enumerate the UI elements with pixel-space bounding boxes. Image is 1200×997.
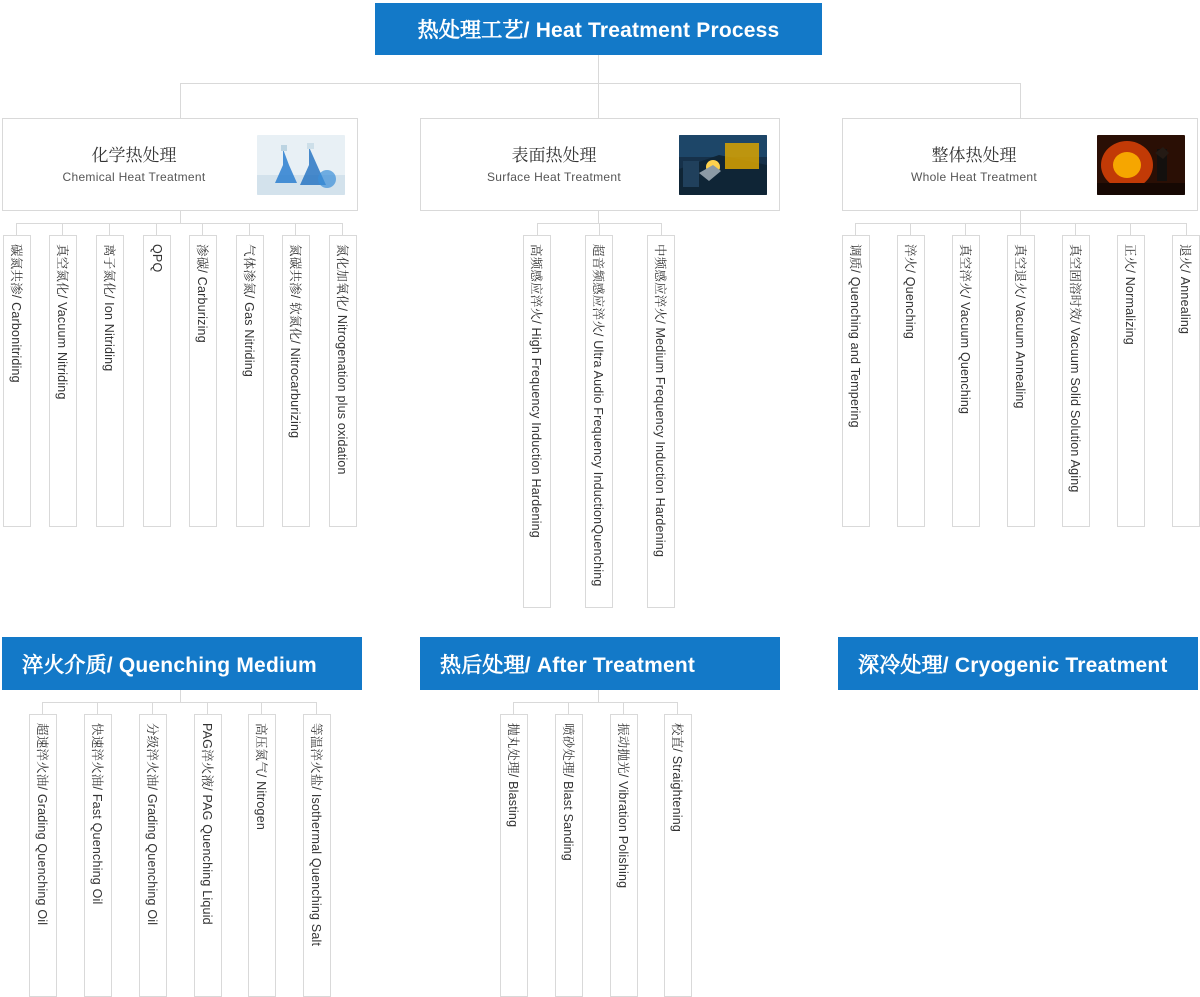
leaf-blasting[interactable] — [500, 714, 528, 997]
connector-line — [202, 223, 203, 235]
leaf-quenching-and-tempering[interactable] — [842, 235, 870, 527]
leaf-label: 碳氮共渗/ Carbonitriding — [9, 244, 23, 383]
leaf-grading-quenching-oil-super[interactable] — [29, 714, 57, 997]
chemistry-glassware-photo — [257, 135, 345, 195]
category-label-surface — [421, 144, 679, 186]
connector-line — [97, 702, 98, 714]
connector-line — [1020, 223, 1021, 235]
leaf-label: 淬火/ Quenching — [903, 244, 917, 340]
leaf-label: 振动抛光/ Vibration Polishing — [616, 723, 630, 889]
leaf-label: 氮碳共渗/ 软氮化/ Nitrocarburizing — [288, 244, 302, 439]
molten-metal-furnace-photo — [1097, 135, 1185, 195]
leaf-vacuum-annealing[interactable] — [1007, 235, 1035, 527]
connector-line — [207, 702, 208, 714]
connector-line — [598, 55, 599, 83]
leaf-gas-nitriding[interactable] — [236, 235, 264, 527]
leaf-vacuum-quenching[interactable] — [952, 235, 980, 527]
category-label-chemical — [3, 144, 257, 186]
category-box-chemical[interactable] — [2, 118, 358, 211]
leaf-label: 分级淬火油/ Grading Quenching Oil — [145, 723, 159, 926]
leaf-annealing[interactable] — [1172, 235, 1200, 527]
leaf-vacuum-solid-solution-aging[interactable] — [1062, 235, 1090, 527]
after-treatment-banner: 热后处理/ After Treatment — [420, 637, 780, 690]
title-banner: 热处理工艺/ Heat Treatment Process — [375, 3, 822, 55]
connector-line — [855, 223, 856, 235]
leaf-label: QPQ — [150, 244, 164, 273]
connector-line — [1186, 223, 1187, 235]
connector-line — [180, 211, 181, 223]
category-cn-whole: 整体热处理 — [931, 145, 1017, 165]
leaf-label: 退火/ Annealing — [1178, 244, 1192, 335]
leaf-label: 校直/ Straightening — [670, 723, 684, 833]
leaf-label: 氮化加氧化/ Nitrogenation plus oxidation — [335, 244, 349, 475]
category-en-whole: Whole Heat Treatment — [910, 169, 1038, 184]
leaf-label: 真空氮化/ Vacuum Nitriding — [55, 244, 69, 400]
category-cn-chemical: 化学热处理 — [91, 145, 177, 165]
leaf-nitrogenation-plus-oxidation[interactable] — [329, 235, 357, 527]
leaf-label: 真空固溶时效/ Vacuum Solid Solution Aging — [1068, 244, 1082, 493]
leaf-label: 快速淬火油/ Fast Quenching Oil — [90, 723, 104, 905]
leaf-quenching[interactable] — [897, 235, 925, 527]
connector-line — [910, 223, 911, 235]
connector-line — [568, 702, 569, 714]
quenching-medium-banner: 淬火介质/ Quenching Medium — [2, 637, 362, 690]
connector-line — [1075, 223, 1076, 235]
connector-line — [598, 211, 599, 223]
leaf-grading-quenching-oil[interactable] — [139, 714, 167, 997]
connector-line — [42, 702, 316, 703]
leaf-nitrocarburizing[interactable] — [282, 235, 310, 527]
connector-line — [537, 223, 538, 235]
connector-line — [661, 223, 662, 235]
leaf-ultra-audio-frequency-induction-quenching[interactable] — [585, 235, 613, 608]
connector-line — [598, 690, 599, 702]
connector-line — [152, 702, 153, 714]
connector-line — [261, 702, 262, 714]
leaf-label: 喷砂处理/ Blast Sanding — [561, 723, 575, 861]
connector-line — [180, 83, 1020, 84]
leaf-label: 调质/ Quenching and Tempering — [848, 244, 862, 428]
connector-line — [677, 702, 678, 714]
leaf-label: 超速淬火油/ Grading Quenching Oil — [35, 723, 49, 926]
leaf-label: 超音频感应淬火/ Ultra Audio Frequency InductionQuenching — [591, 244, 605, 587]
leaf-vibration-polishing[interactable] — [610, 714, 638, 997]
leaf-blast-sanding[interactable] — [555, 714, 583, 997]
connector-line — [16, 223, 17, 235]
connector-line — [1020, 211, 1021, 223]
leaf-vacuum-nitriding[interactable] — [49, 235, 77, 527]
induction-welding-photo — [679, 135, 767, 195]
leaf-pag-quenching-liquid[interactable] — [194, 714, 222, 997]
connector-line — [623, 702, 624, 714]
connector-line — [249, 223, 250, 235]
leaf-label: 离子氮化/ Ion Nitriding — [102, 244, 116, 372]
leaf-carbonitriding[interactable] — [3, 235, 31, 527]
leaf-label: 等温淬火盐/ Isothermal Quenching Salt — [309, 723, 323, 947]
category-en-chemical: Chemical Heat Treatment — [62, 169, 206, 184]
leaf-label: 抛丸处理/ Blasting — [506, 723, 520, 828]
leaf-qpq[interactable] — [143, 235, 171, 527]
leaf-straightening[interactable] — [664, 714, 692, 997]
leaf-high-frequency-induction-hardening[interactable] — [523, 235, 551, 608]
leaf-label: 高频感应淬火/ High Frequency Induction Hardening — [529, 244, 543, 538]
connector-line — [295, 223, 296, 235]
connector-line — [599, 223, 600, 235]
leaf-isothermal-quenching-salt[interactable] — [303, 714, 331, 997]
connector-line — [109, 223, 110, 235]
connector-line — [16, 223, 342, 224]
leaf-label: 中频感应淬火/ Medium Frequency Induction Hardening — [653, 244, 667, 558]
connector-line — [42, 702, 43, 714]
category-box-whole[interactable] — [842, 118, 1198, 211]
leaf-normalizing[interactable] — [1117, 235, 1145, 527]
connector-line — [180, 690, 181, 702]
connector-line — [965, 223, 966, 235]
connector-line — [513, 702, 677, 703]
leaf-label: 正火/ Normalizing — [1123, 244, 1137, 345]
connector-line — [180, 83, 181, 118]
cryogenic-banner: 深冷处理/ Cryogenic Treatment — [838, 637, 1198, 690]
leaf-label: PAG淬火液/ PAG Quenching Liquid — [200, 723, 214, 925]
leaf-carburizing[interactable] — [189, 235, 217, 527]
connector-line — [342, 223, 343, 235]
connector-line — [316, 702, 317, 714]
leaf-label: 气体渗氮/ Gas Nitriding — [242, 244, 256, 377]
leaf-ion-nitriding[interactable] — [96, 235, 124, 527]
category-label-whole — [843, 144, 1097, 186]
category-cn-surface: 表面热处理 — [511, 145, 597, 165]
leaf-fast-quenching-oil[interactable] — [84, 714, 112, 997]
connector-line — [156, 223, 157, 235]
connector-line — [1130, 223, 1131, 235]
leaf-label: 高压氮气/ Nitrogen — [254, 723, 268, 830]
leaf-label: 渗碳/ Carburizing — [195, 244, 209, 343]
connector-line — [513, 702, 514, 714]
connector-line — [598, 83, 599, 118]
connector-line — [62, 223, 63, 235]
category-box-surface[interactable] — [420, 118, 780, 211]
connector-line — [1020, 83, 1021, 118]
category-en-surface: Surface Heat Treatment — [487, 169, 621, 184]
leaf-medium-frequency-induction-hardening[interactable] — [647, 235, 675, 608]
leaf-nitrogen[interactable] — [248, 714, 276, 997]
leaf-label: 真空淬火/ Vacuum Quenching — [958, 244, 972, 415]
leaf-label: 真空退火/ Vacuum Annealing — [1013, 244, 1027, 409]
